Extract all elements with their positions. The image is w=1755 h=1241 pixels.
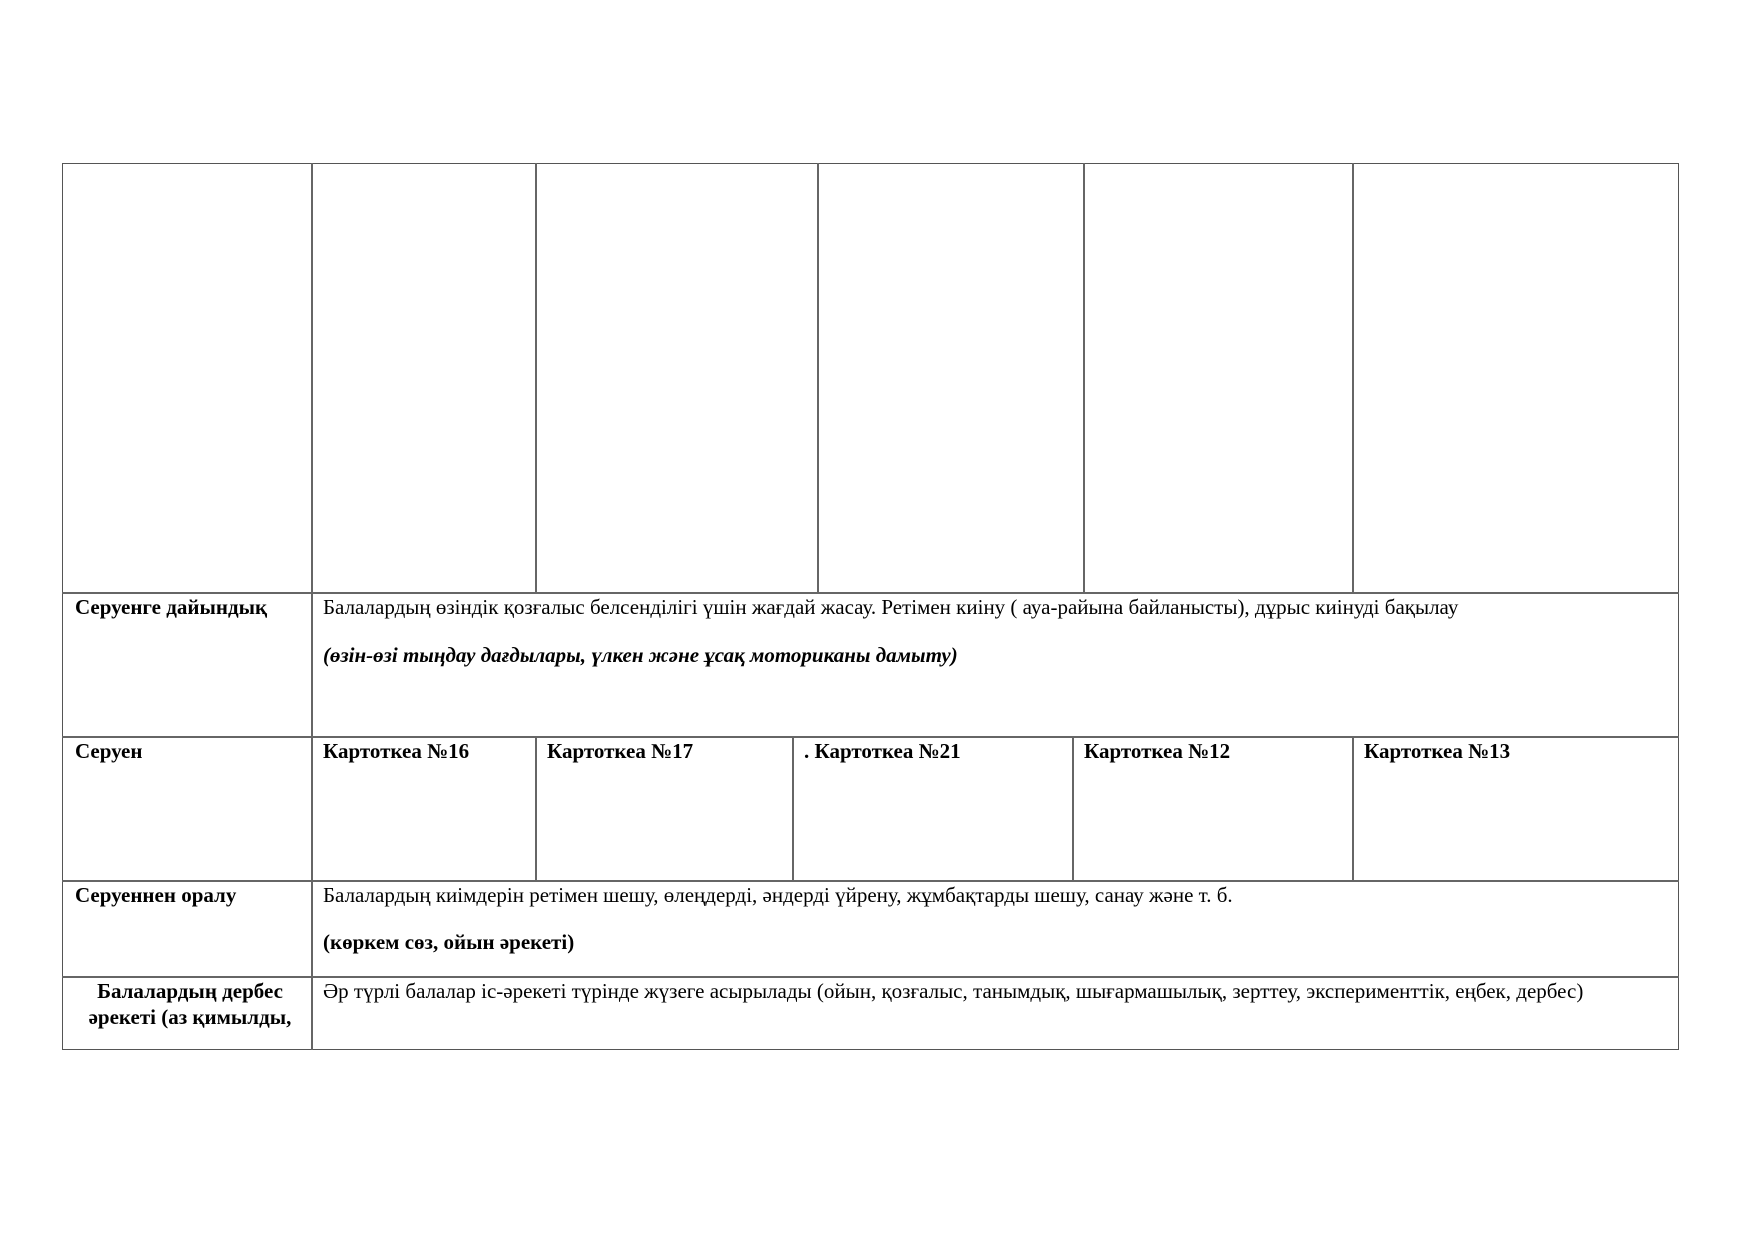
column-divider (535, 736, 537, 880)
column-divider (1352, 736, 1354, 880)
column-divider (792, 736, 794, 880)
row-label-preparation: Серуенге дайындық (75, 595, 268, 619)
row-label-independent-activity: Балалардың дербес әрекеті (аз қимылды, (88, 979, 292, 1029)
row-label-return: Серуеннен оралу (75, 883, 237, 907)
column-divider (535, 163, 537, 592)
independent-activity-content: Әр түрлі балалар іс-әрекеті түрінде жүзеге асырылады (ойын, қозғалыс, танымдық, шығармашылық, зерттеу, эксперименттік, еңбек, дербес) (323, 979, 1584, 1003)
column-divider (1083, 163, 1085, 592)
walk-card-5: Картоткеа №13 (1364, 739, 1511, 763)
walk-card-3: . Картоткеа №21 (804, 739, 961, 763)
return-activity-note: (көркем сөз, ойын әрекеті) (323, 930, 575, 954)
preparation-skills-note: (өзін-өзі тыңдау дағдылары, үлкен және ұсақ моториканы дамыту) (323, 643, 958, 667)
walk-card-1: Картоткеа №16 (323, 739, 470, 763)
column-divider (1072, 736, 1074, 880)
column-divider (817, 163, 819, 592)
row-label-walk: Серуен (75, 739, 143, 763)
preparation-content: Балалардың өзіндік қозғалыс белсенділігі үшін жағдай жасау. Ретімен киіну ( ауа-райына байланысты), дұрыс киінуді бақылау (323, 595, 1459, 619)
column-divider (311, 163, 313, 1050)
return-content: Балалардың киімдерін ретімен шешу, өлеңдерді, әндерді үйрену, жұмбақтарды шешу, санау және т. б. (323, 883, 1233, 907)
walk-card-2: Картоткеа №17 (547, 739, 694, 763)
column-divider (1352, 163, 1354, 592)
walk-card-4: Картоткеа №12 (1084, 739, 1231, 763)
